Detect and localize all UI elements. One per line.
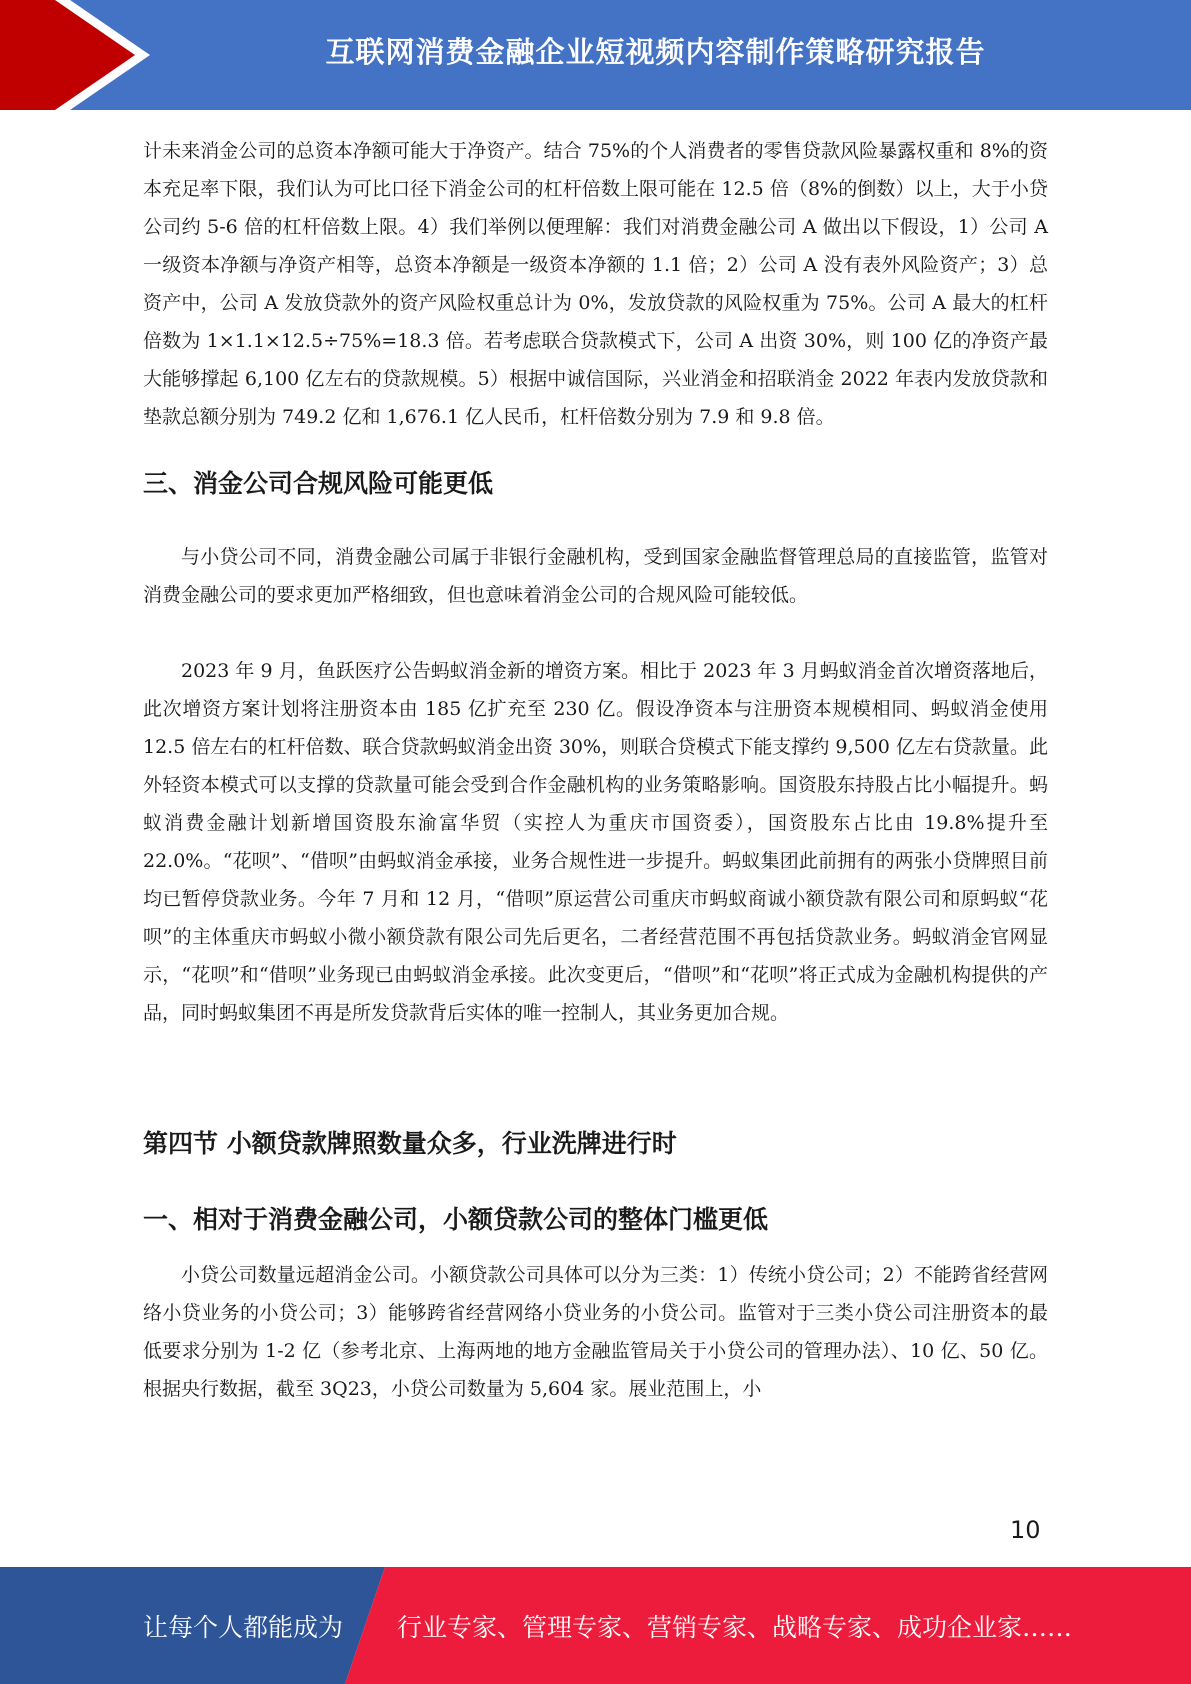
page-number: 10 — [1010, 1516, 1041, 1544]
page-content — [143, 132, 1048, 1408]
footer-slogan-left: 让每个人都能成为 — [143, 1612, 344, 1642]
paragraph-compliance: 与小贷公司不同，消费金融公司属于非银行金融机构，受到国家金融监督管理总局的直接监管，监管对消费金融公司的要求更加严格细致，但也意味着消金公司的合规风险可能较低。 — [143, 546, 1048, 606]
section-heading-threshold: 一、相对于消费金融公司，小额贷款公司的整体门槛更低 — [143, 1205, 769, 1234]
page-footer — [0, 1567, 1191, 1684]
header-title: 互联网消费金融企业短视频内容制作策略研究报告 — [325, 34, 986, 69]
chapter-heading-small-loans: 第四节 小额贷款牌照数量众多，行业洗牌进行时 — [143, 1129, 677, 1158]
section-heading-compliance: 三、消金公司合规风险可能更低 — [143, 469, 494, 498]
footer-slogan-right: 行业专家、管理专家、营销专家、战略专家、成功企业家…… — [397, 1612, 1073, 1642]
paragraph-ant-consumer-finance: 2023 年 9 月，鱼跃医疗公告蚂蚁消金新的增资方案。相比于 2023 年 3 月蚂蚁消金首次增资落地后，此次增资方案计划将注册资本由 185 亿扩充至 230 亿。假设净资本与注册资本规模相同、蚂蚁消金使用 12.5 倍左右的杠杆倍数、联合贷款蚂蚁消金出资 30%，则联合贷模式下能支撑约 9,500 亿左右贷款量。此外轻资本模式可以支撑的贷款量可能会受到合作金融机构的业务策略影响。国资股东持股占比小幅提升。蚂蚁消费金融计划新增国资股东渝富华贸（实控人为重庆市国资委），国资股东占比由 19.8%提升至 22.0%。“花呗”、“借呗”由蚂蚁消金承接，业务合规性进一步提升。蚂蚁集团此前拥有的两张小贷牌照目前均已暂停贷款业务。今年 7 月和 12 月，“借呗”原运营公司重庆市蚂蚁商诚小额贷款有限公司和原蚂蚁“花呗”的主体重庆市蚂蚁小微小额贷款有限公司先后更名，二者经营范围不再包括贷款业务。蚂蚁消金官网显示，“花呗”和“借呗”业务现已由蚂蚁消金承接。此次变更后，“借呗”和“花呗”将正式成为金融机构提供的产品，同时蚂蚁集团不再是所发贷款背后实体的唯一控制人，其业务更加合规。 — [143, 660, 1048, 1024]
page-header — [0, 0, 1191, 110]
paragraph-small-loan-companies: 小贷公司数量远超消金公司。小额贷款公司具体可以分为三类：1）传统小贷公司；2）不能跨省经营网络小贷业务的小贷公司；3）能够跨省经营网络小贷业务的小贷公司。监管对于三类小贷公司注册资本的最低要求分别为 1-2 亿（参考北京、上海两地的地方金融监管局关于小贷公司的管理办法）、10 亿、50 亿。根据央行数据，截至 3Q23，小贷公司数量为 5,604 家。展业范围上，小 — [143, 1264, 1048, 1400]
paragraph-leverage: 计未来消金公司的总资本净额可能大于净资产。结合 75%的个人消费者的零售贷款风险暴露权重和 8%的资本充足率下限，我们认为可比口径下消金公司的杠杆倍数上限可能在 12.5 倍（8%的倒数）以上，大于小贷公司约 5-6 倍的杠杆倍数上限。4）我们举例以便理解：我们对消费金融公司 A 做出以下假设，1）公司 A 一级资本净额与净资产相等，总资本净额是一级资本净额的 1.1 倍；2）公司 A 没有表外风险资产；3）总资产中，公司 A 发放贷款外的资产风险权重总计为 0%，发放贷款的风险权重为 75%。公司 A 最大的杠杆倍数为 1×1.1×12.5÷75%=18.3 倍。若考虑联合贷款模式下，公司 A 出资 30%，则 100 亿的净资产最大能够撑起 6,100 亿左右的贷款规模。5）根据中诚信国际，兴业消金和招联消金 2022 年表内发放贷款和垫款总额分别为 749.2 亿和 1,676.1 亿人民币，杠杆倍数分别为 7.9 和 9.8 倍。 — [143, 140, 1048, 428]
